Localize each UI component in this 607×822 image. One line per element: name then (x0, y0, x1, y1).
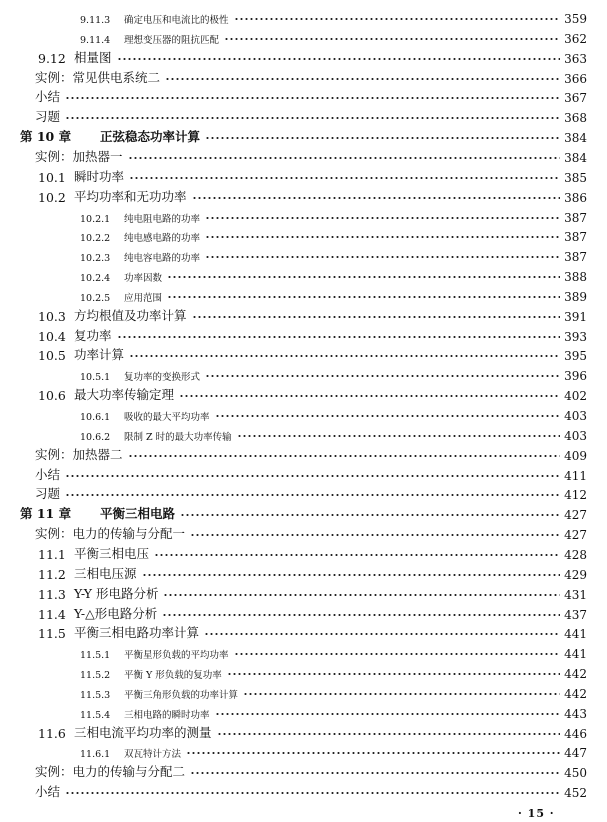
toc-entry-title: Y-△形电路分析 (74, 605, 158, 621)
dot-leader (243, 692, 560, 696)
toc-entry-row[interactable] (80, 264, 587, 284)
toc-entry-title: 小结 (35, 466, 61, 482)
dot-leader (65, 474, 560, 478)
toc-entry-number: 11.5.3 (80, 689, 111, 701)
dot-leader (205, 255, 560, 259)
toc-entry-number: 第 10 章 (20, 129, 72, 145)
toc-entry-row[interactable] (80, 701, 587, 721)
toc-entry-number: 10.6 (38, 388, 66, 404)
toc-entry-number: 11.3 (38, 586, 66, 602)
toc-entry-number: 10.2.4 (80, 273, 111, 285)
toc-entry-title: 功率计算 (74, 347, 125, 363)
dot-leader (180, 513, 560, 517)
toc-entry-number: 10.2.2 (80, 233, 111, 245)
toc-page-number: 387 (564, 210, 587, 225)
toc-entry-number: 11.1 (38, 546, 66, 562)
dot-leader (192, 315, 561, 319)
toc-entry-title: 瞬时功率 (74, 168, 125, 184)
dot-leader (128, 454, 561, 458)
toc-entry-number: 11.5.1 (80, 650, 111, 662)
toc-page-number: 396 (564, 369, 587, 384)
dot-leader (65, 493, 560, 497)
toc-entry-row[interactable] (80, 284, 587, 304)
toc-page-number: 442 (564, 667, 587, 682)
dot-leader (142, 573, 561, 577)
toc-page-number: 367 (564, 91, 587, 106)
toc-page-number: 452 (564, 786, 587, 801)
dot-leader (162, 613, 560, 617)
toc-entry-row[interactable] (80, 363, 587, 383)
toc-entry-row[interactable] (35, 85, 587, 105)
dot-leader (154, 553, 560, 557)
toc-entry-number: 11.5 (38, 626, 66, 642)
toc-entry-title: 三相电流平均功率的测量 (74, 724, 212, 740)
dot-leader (129, 176, 560, 180)
dot-leader (217, 732, 561, 736)
toc-entry-row[interactable] (35, 145, 587, 165)
dot-leader (117, 57, 561, 61)
toc-entry-title: 平衡三相电压 (74, 545, 150, 561)
dot-leader (165, 77, 560, 81)
dot-leader (204, 632, 560, 636)
toc-entry-row[interactable] (35, 463, 587, 483)
toc-page-number: 443 (564, 706, 587, 721)
dot-leader (234, 652, 561, 656)
toc-entry-title: 实例：电力的传输与分配一 (35, 526, 186, 542)
toc-entry-number: 10.2.1 (80, 213, 111, 225)
toc-entry-number: 11.5.2 (80, 670, 111, 682)
toc-page-number: 446 (564, 726, 587, 741)
toc-page-number: 368 (564, 111, 587, 126)
dot-leader (205, 216, 560, 220)
dot-leader (215, 712, 561, 716)
toc-entry-title: 平衡三角形负载的功率计算 (124, 689, 239, 701)
toc-entry-title: 双瓦特计方法 (124, 749, 182, 761)
toc-entry-title: 纯电感电路的功率 (124, 233, 201, 245)
toc-entry-title: 三相电路的瞬时功率 (124, 709, 210, 721)
toc-entry-title: 功率因数 (124, 273, 163, 285)
toc-chapter-row[interactable] (20, 125, 587, 145)
dot-leader (65, 96, 560, 100)
toc-entry-number: 11.2 (38, 566, 66, 582)
dot-leader (117, 335, 561, 339)
toc-entry-title: 三相电压源 (74, 565, 137, 581)
dot-leader (129, 354, 560, 358)
dot-leader (186, 751, 560, 755)
toc-page-number: 366 (564, 71, 587, 86)
toc-entry-row[interactable] (35, 66, 587, 86)
toc-page-number: 363 (564, 51, 587, 66)
toc-page-number: 387 (564, 230, 587, 245)
toc-page-number: 412 (564, 488, 587, 503)
dot-leader (215, 414, 561, 418)
page-number-footer: · 15 · (518, 807, 555, 820)
dot-leader (205, 136, 560, 140)
toc-entry-row[interactable] (80, 641, 587, 661)
toc-page-number: 388 (564, 270, 587, 285)
dot-leader (128, 156, 561, 160)
toc-entry-title: 限制 Z 时的最大功率传输 (124, 431, 232, 443)
toc-chapter-row[interactable] (20, 502, 587, 522)
dot-leader (167, 295, 560, 299)
toc-entry-title: 平衡 Y 形负载的复功率 (124, 670, 222, 682)
toc-entry-row[interactable] (38, 165, 587, 185)
toc-entry-row[interactable] (80, 6, 587, 26)
toc-entry-row[interactable] (38, 721, 587, 741)
toc-entry-row[interactable] (38, 621, 587, 641)
toc-page-number: 359 (564, 12, 587, 26)
toc-page-number: 411 (564, 468, 587, 483)
toc-entry-row[interactable] (80, 740, 587, 760)
toc-entry-title: 习题 (35, 109, 61, 125)
toc-entry-number: 10.2.5 (80, 292, 111, 304)
toc-entry-title: 相量图 (74, 49, 112, 65)
toc-page-number: 395 (564, 349, 587, 364)
toc-entry-title: 小结 (35, 784, 61, 800)
toc-entry-row[interactable] (80, 224, 587, 244)
toc-page-number: 385 (564, 170, 587, 185)
toc-entry-number: 10.2 (38, 189, 66, 205)
toc-entry-number: 11.4 (38, 606, 66, 622)
toc-entry-row[interactable] (80, 205, 587, 225)
toc-page-number: 437 (564, 607, 587, 622)
dot-leader (190, 533, 560, 537)
toc-entry-title: 小结 (35, 89, 61, 105)
dot-leader (234, 17, 561, 21)
toc-entry-number: 10.4 (38, 328, 66, 344)
toc-page-number: 391 (564, 309, 587, 324)
toc-entry-title: 平衡星形负载的平均功率 (124, 650, 229, 662)
toc-entry-title: 最大功率传输定理 (74, 387, 175, 403)
toc-entry-number: 9.12 (38, 50, 66, 66)
toc-entry-number: 第 11 章 (20, 506, 72, 522)
toc-entry-row[interactable] (35, 760, 587, 780)
toc-page-number: 427 (564, 528, 587, 543)
dot-leader (163, 593, 560, 597)
toc-entry-number: 10.6.1 (80, 412, 111, 423)
toc-entry-row[interactable] (38, 185, 587, 205)
toc-entry-number: 9.11.4 (80, 34, 111, 46)
toc-entry-row[interactable] (38, 304, 587, 324)
toc-page-number: 441 (564, 647, 587, 662)
toc-entry-row[interactable] (35, 443, 587, 463)
toc-entry-title: 实例：加热器二 (35, 446, 123, 462)
toc-entry-row[interactable] (80, 244, 587, 264)
toc-page-number: 431 (564, 587, 587, 602)
toc-entry-number: 10.1 (38, 169, 66, 185)
toc-entry-number: 11.6 (38, 725, 66, 741)
dot-leader (227, 672, 560, 676)
dot-leader (65, 791, 560, 795)
toc-entry-row[interactable] (38, 46, 587, 66)
toc-page-number: 447 (564, 746, 587, 761)
toc-entry-row[interactable] (38, 343, 587, 363)
toc-page-number: 450 (564, 766, 587, 781)
toc-entry-title: 习题 (35, 486, 61, 502)
dot-leader (179, 394, 560, 398)
toc-entry-number: 10.5.1 (80, 372, 111, 384)
dot-leader (192, 196, 561, 200)
toc-entry-title: 纯电阻电路的功率 (124, 213, 201, 225)
toc-entry-title: 确定电压和电流比的极性 (124, 15, 229, 26)
toc-page-number: 362 (564, 31, 587, 46)
toc-entry-row[interactable] (80, 423, 587, 443)
toc-entry-title: 实例：电力的传输与分配二 (35, 764, 186, 780)
toc-page-number: 387 (564, 250, 587, 265)
toc-entry-title: 平均功率和无功功率 (74, 188, 187, 204)
toc-entry-number: 10.2.3 (80, 253, 111, 265)
dot-leader (190, 771, 560, 775)
toc-page-number: 402 (564, 389, 587, 404)
toc-entry-row[interactable] (35, 482, 587, 502)
dot-leader (205, 235, 560, 239)
toc-page-number: 441 (564, 627, 587, 642)
toc-entry-title: Y-Y 形电路分析 (74, 585, 159, 601)
toc-entry-title: 实例：加热器一 (35, 148, 123, 164)
toc-entry-title: 平衡三相电路 (100, 506, 176, 522)
toc-entry-row[interactable] (35, 780, 587, 800)
toc-entry-row[interactable] (38, 602, 587, 622)
toc-entry-row[interactable] (35, 522, 587, 542)
toc-page-number: 429 (564, 567, 587, 582)
toc-page-number: 409 (564, 448, 587, 463)
toc-entry-number: 10.3 (38, 308, 66, 324)
toc-entry-row[interactable] (80, 661, 587, 681)
toc-page-number: 386 (564, 190, 587, 205)
toc-page-number: 393 (564, 329, 587, 344)
toc-entry-row[interactable] (38, 324, 587, 344)
toc-page-number: 428 (564, 547, 587, 562)
toc-entry-title: 吸收的最大平均功率 (124, 412, 210, 423)
toc-entry-title: 理想变压器的阻抗匹配 (124, 34, 220, 46)
toc-entry-row[interactable] (35, 105, 587, 125)
toc-entry-title: 方均根值及功率计算 (74, 307, 187, 323)
toc-entry-row[interactable] (38, 562, 587, 582)
toc-page-number: 384 (564, 131, 587, 146)
toc-page-number: 389 (564, 289, 587, 304)
dot-leader (65, 116, 560, 120)
toc-entry-row[interactable] (80, 681, 587, 701)
toc-page-number: 427 (564, 508, 587, 523)
dot-leader (205, 374, 560, 378)
toc-entry-row[interactable] (38, 383, 587, 403)
toc-entry-number: 10.6.2 (80, 431, 111, 443)
toc-entry-title: 平衡三相电路功率计算 (74, 625, 200, 641)
toc-page-number: 403 (564, 428, 587, 443)
toc-entry-row[interactable] (80, 403, 587, 423)
toc-entry-number: 9.11.3 (80, 15, 111, 26)
dot-leader (224, 37, 560, 41)
toc-entry-row[interactable] (80, 26, 587, 46)
toc-entry-number: 11.6.1 (80, 749, 111, 761)
toc-entry-title: 复功率的变换形式 (124, 372, 201, 384)
toc-entry-number: 11.5.4 (80, 709, 111, 721)
toc-entry-number: 10.5 (38, 348, 66, 364)
toc-page-number: 442 (564, 686, 587, 701)
toc-entry-title: 实例：常见供电系统二 (35, 69, 161, 85)
toc-entry-title: 正弦稳态功率计算 (100, 129, 201, 145)
toc-entry-row[interactable] (38, 582, 587, 602)
toc-entry-row[interactable] (38, 542, 587, 562)
dot-leader (167, 275, 560, 279)
toc-entry-title: 纯电容电路的功率 (124, 253, 201, 265)
toc-entry-title: 应用范围 (124, 292, 163, 304)
toc-page-number: 403 (564, 409, 587, 423)
dot-leader (237, 434, 560, 438)
toc-page-number: 384 (564, 150, 587, 165)
toc-entry-title: 复功率 (74, 327, 112, 343)
